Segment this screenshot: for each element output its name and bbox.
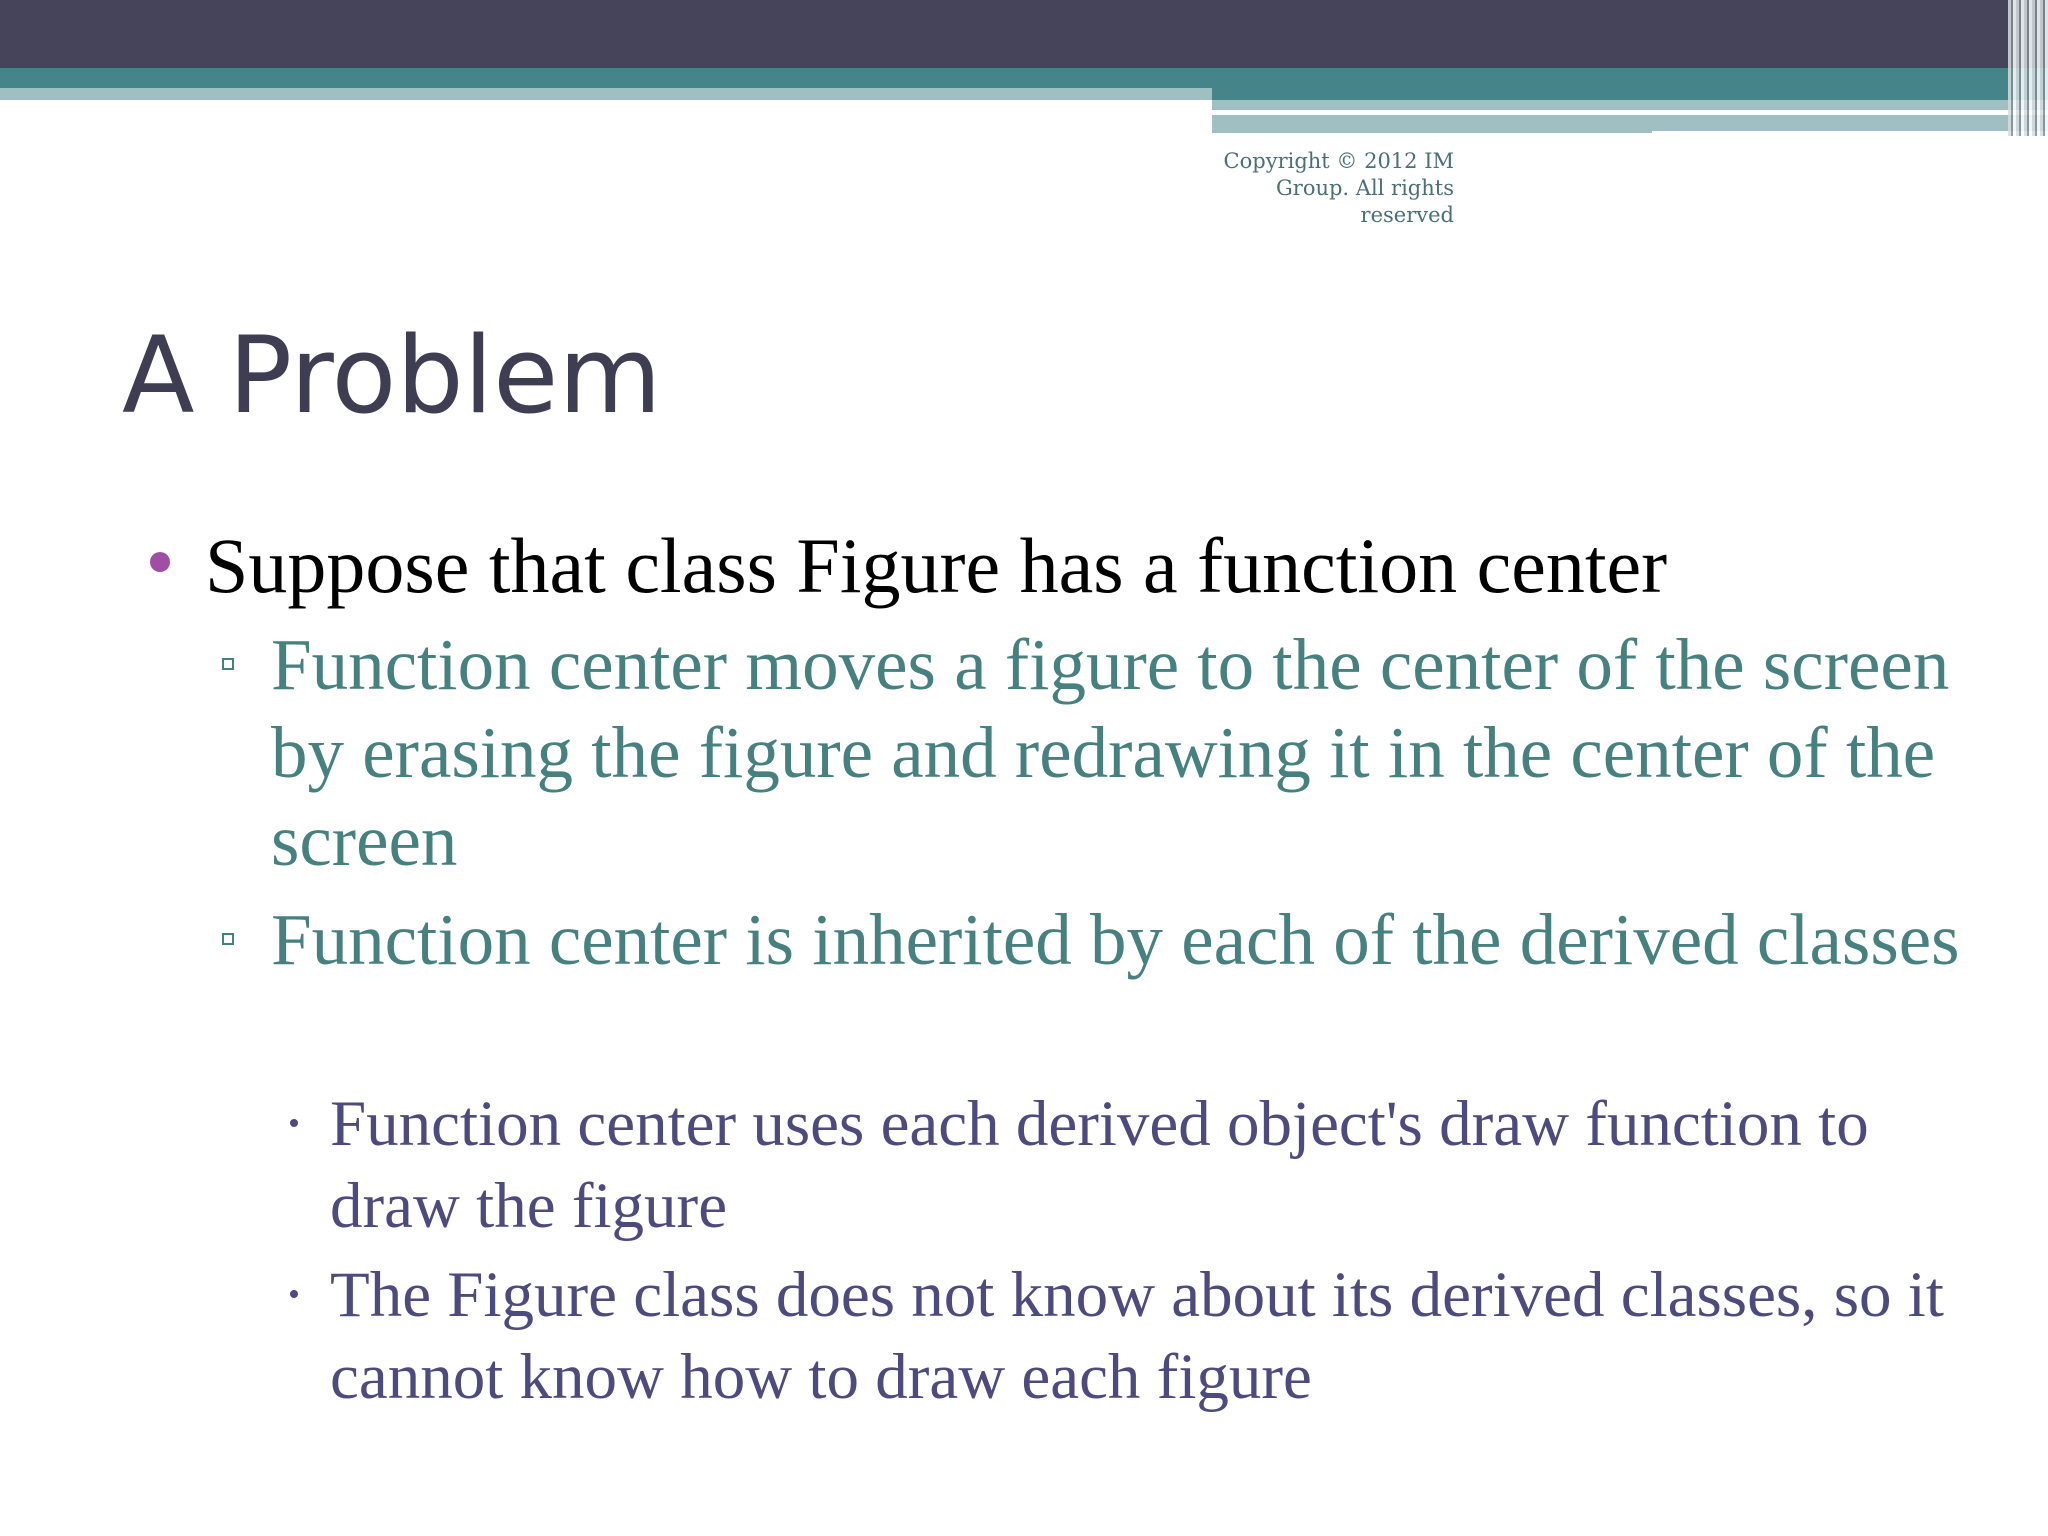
- bullet-dot-icon: [150, 552, 170, 572]
- bullet-square-icon: [222, 933, 234, 945]
- header-band-teal-right: [1212, 68, 2048, 100]
- header-white-notch: [1652, 131, 2048, 137]
- header-band-light-left: [0, 88, 1212, 100]
- bullet-small-icon: [290, 1119, 298, 1127]
- bullet-level3-item: Function center uses each derived object's draw function to draw the figure: [330, 1088, 1869, 1242]
- slide-title: A Problem: [122, 314, 662, 437]
- header-band-light-right: [1212, 100, 2048, 110]
- bullet-level3-item: The Figure class does not know about its derived classes, so it cannot know how to draw each figure: [330, 1259, 1944, 1413]
- bullet-small-icon: [290, 1290, 298, 1298]
- bullet-square-icon: [222, 658, 234, 670]
- header-band-teal-left: [0, 68, 1212, 88]
- bullet-level2-item: Function center is inherited by each of the derived classes: [271, 899, 1960, 980]
- bullet-level2-item: Function center moves a figure to the center of the screen by erasing the figure and redrawing it in the center of the screen: [271, 624, 1950, 881]
- header-stripes: [2008, 0, 2048, 136]
- copyright-notice: Copyright © 2012 IM Group. All rights reserved: [1223, 149, 1454, 227]
- bullet-level1-item: Suppose that class Figure has a function center: [205, 522, 1668, 609]
- header-band-dark: [0, 0, 2048, 68]
